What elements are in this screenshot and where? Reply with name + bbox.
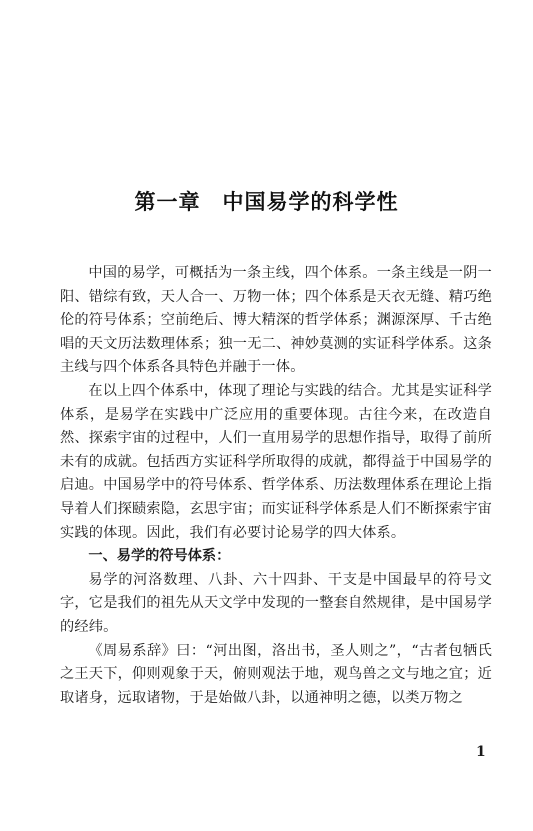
paragraph-xici-quote: 《周易系辞》曰：“河出图，洛出书，圣人则之”，“古者包牺氏之王天下，仰则观象于天，俯则观法于地，观鸟兽之文与地之宜；近取诸身，远取诸物，于是始做八卦，以通神明之德，以类万物之	[60, 642, 492, 706]
section-heading: 一、易学的符号体系：	[88, 548, 231, 565]
paragraph-intro: 中国的易学，可概括为一条主线，四个体系。一条主线是一阴一阳、错综有致，天人合一、万物一体；四个体系是天衣无缝、精巧绝伦的符号体系；空前绝后、博大精深的哲学体系；渊源深厚、千古绝唱的天文历法数理体系；独一无二、神妙莫测的实证科学体系。这条主线与四个体系各具特色并融于一体。	[60, 265, 492, 376]
page-number: 1	[476, 744, 486, 760]
chapter-title: 第一章 中国易学的科学性	[134, 190, 399, 214]
body-text	[60, 262, 492, 710]
paragraph-systems: 在以上四个体系中，体现了理论与实践的结合。尤其是实证科学体系，是易学在实践中广泛应用的重要体现。古往今来，在改造自然、探索宇宙的过程中，人们一直用易学的思想作指导，取得了前所未有的成就。包括西方实证科学所取得的成就，都得益于中国易学的启迪。中国易学中的符号体系、哲学体系、历法数理体系在理论上指导着人们探赜索隐，玄思宇宙；而实证科学体系是人们不断探索宇宙实践的体现。因此，我们有必要讨论易学的四大体系。	[60, 382, 492, 541]
paragraph-symbols: 易学的河洛数理、八卦、六十四卦、干支是中国最早的符号文字，它是我们的祖先从天文学中发现的一整套自然规律，是中国易学的经纬。	[60, 571, 492, 635]
